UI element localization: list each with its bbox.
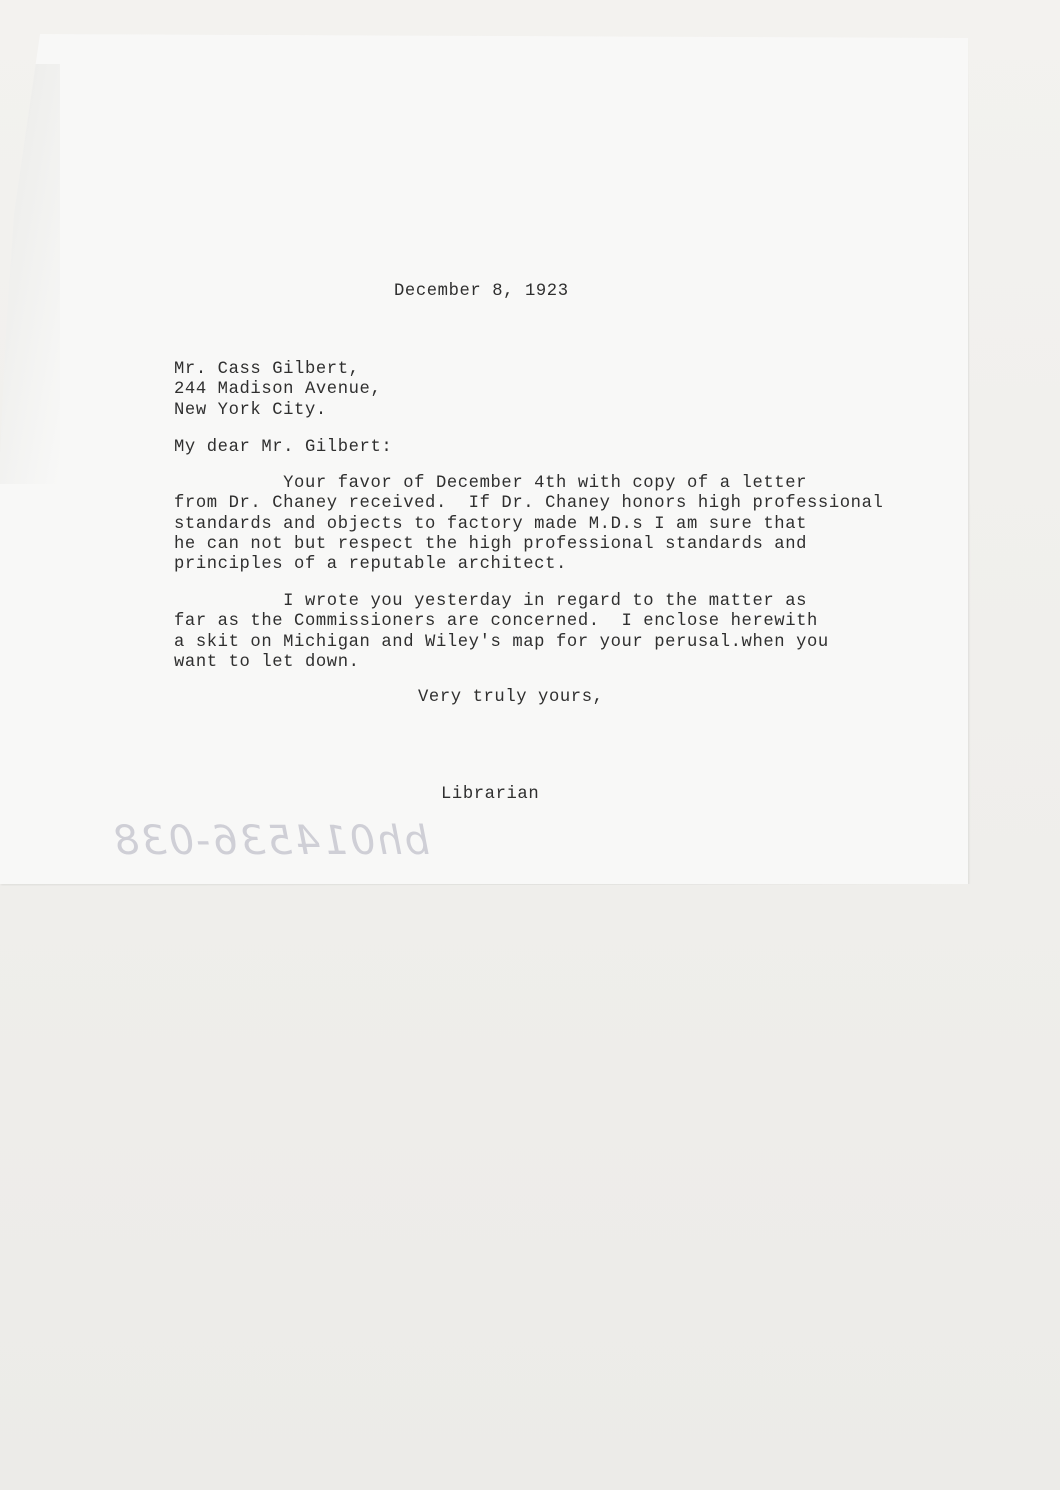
paragraph-line: from Dr. Chaney received. If Dr. Chaney honors high professional [174, 494, 884, 514]
paragraph-line: want to let down. [174, 652, 360, 672]
recipient-address [174, 360, 381, 421]
paragraph-line: a skit on Michigan and Wiley's map for your perusal.when you [174, 632, 829, 652]
paragraph-line: far as the Commissioners are concerned. I enclose herewith [174, 612, 818, 632]
recipient-line: 244 Madison Avenue, [174, 380, 382, 400]
recipient-line: New York City. [174, 400, 327, 420]
paragraph-line: I wrote you yesterday in regard to the matter as [174, 592, 808, 611]
letter-date: December 8, 1923 [394, 282, 569, 301]
recipient-line: Mr. Cass Gilbert, [174, 360, 360, 379]
paragraph-line: standards and objects to factory made M.D.s I am sure that [174, 514, 808, 534]
salutation: My dear Mr. Gilbert: [174, 438, 393, 457]
paragraph-line: he can not but respect the high professional standards and [174, 534, 808, 554]
archive-number-stamp [100, 818, 430, 878]
body-paragraph-1 [174, 474, 883, 575]
paragraph-line: Your favor of December 4th with copy of a letter [174, 474, 808, 493]
paragraph-line: principles of a reputable architect. [174, 555, 567, 575]
signature-title: Librarian [441, 785, 540, 804]
complimentary-close: Very truly yours, [418, 688, 604, 707]
body-paragraph-2 [174, 592, 829, 673]
archive-number-text: bh014536-038 [111, 818, 430, 864]
letter-sheet [0, 34, 968, 884]
